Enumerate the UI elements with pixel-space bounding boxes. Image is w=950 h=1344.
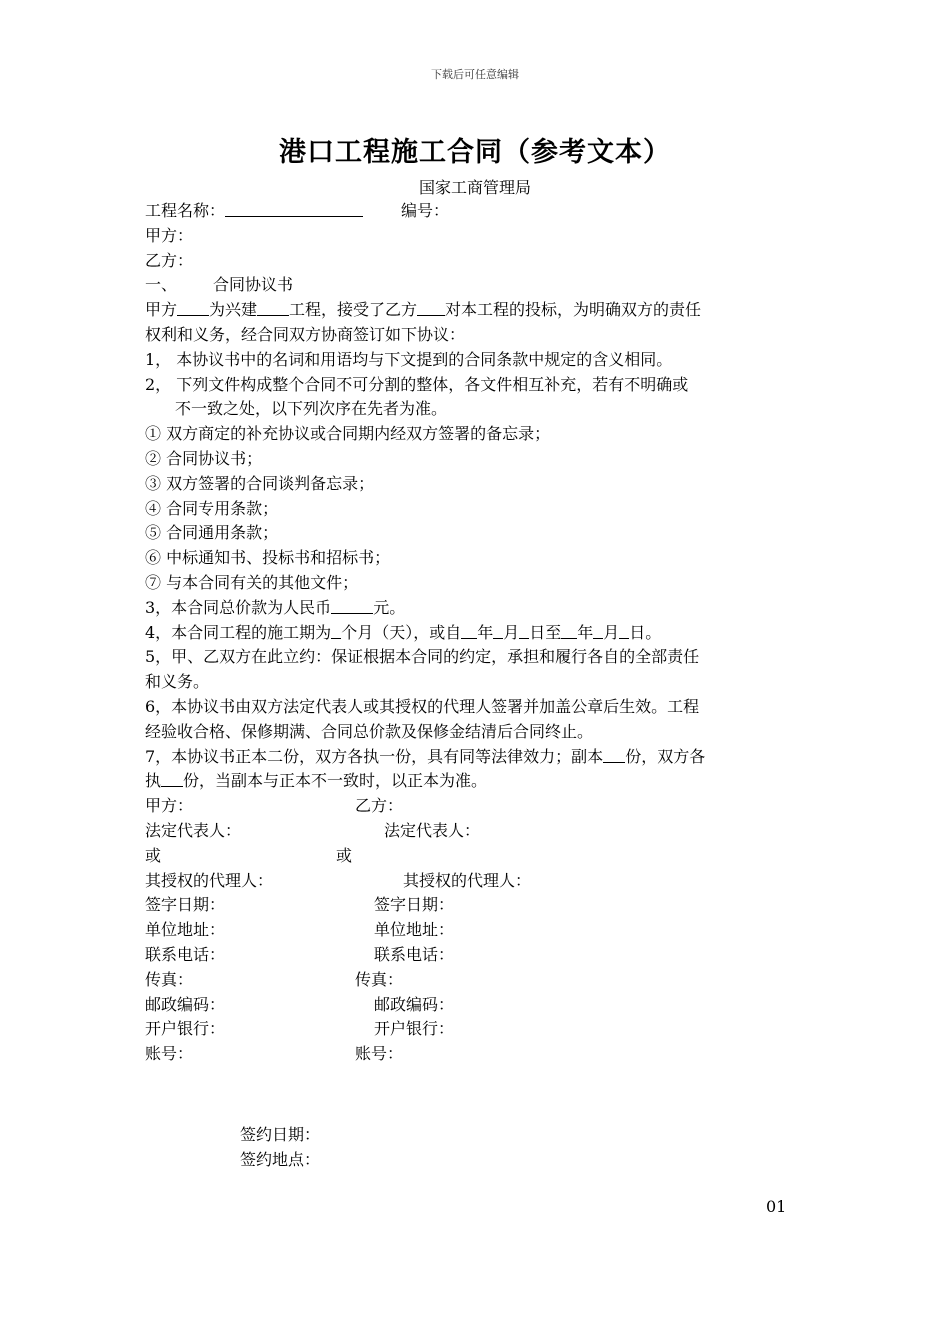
project-name-blank	[225, 200, 363, 217]
section-title: 合同协议书	[213, 275, 294, 295]
party-a-blank	[177, 299, 209, 316]
party-b-line: 乙方：	[145, 250, 194, 270]
document-list-item: ⑦ 与本合同有关的其他文件；	[145, 572, 359, 592]
section-number: 一、	[145, 275, 178, 295]
party-b-blank	[417, 299, 445, 316]
intro-line-1: 甲方 为兴建 工程，接受了乙方 对本工程的投标，为明确双方的责任	[145, 300, 702, 320]
sign-place-label: 签约地点：	[240, 1150, 321, 1169]
clause-7-line-1: 7，本协议书正本二份，双方各执一份，具有同等法律效力；副本 份，双方各	[145, 746, 706, 766]
page-number: 01	[766, 1197, 787, 1216]
document-list-item: ① 双方商定的补充协议或合同期内经双方签署的备忘录；	[145, 424, 551, 444]
clause-6-line-2: 经验收合格、保修期满、合同总价款及保修金结清后合同终止。	[145, 721, 594, 741]
header-note: 下载后可任意编辑	[431, 68, 519, 81]
clause-1: 1， 本协议书中的名词和用语均与下文提到的合同条款中规定的含义相同。	[145, 349, 673, 369]
signature-row: 联系电话： 联系电话：	[145, 944, 455, 964]
clause-2-line-1: 2， 下列文件构成整个合同不可分割的整体，各文件相互补充，若有不明确或	[145, 374, 689, 394]
document-list-item: ⑥ 中标通知书、投标书和招标书；	[145, 548, 391, 568]
signature-row: 其授权的代理人： 其授权的代理人：	[145, 870, 532, 890]
document-title: 港口工程施工合同（参考文本）	[279, 137, 671, 168]
intro-line-2: 权利和义务，经合同双方协商签订如下协议：	[145, 324, 466, 344]
document-list-item: ② 合同协议书；	[145, 448, 263, 468]
signature-row: 开户银行： 开户银行：	[145, 1019, 455, 1039]
document-list-item: ④ 合同专用条款；	[145, 498, 279, 518]
signature-row: 账号： 账号：	[145, 1044, 404, 1064]
signature-row: 法定代表人： 法定代表人：	[145, 820, 481, 840]
clause-6-line-1: 6，本协议书由双方法定代表人或其授权的代理人签署并加盖公章后生效。工程	[145, 696, 700, 716]
clause-4: 4，本合同工程的施工期为 个月（天），或自 年 月 日至 年 月 日。	[145, 622, 662, 642]
signature-row: 单位地址： 单位地址：	[145, 920, 455, 940]
clause-2-line-2: 不一致之处，以下列次序在先者为准。	[175, 399, 448, 419]
signature-row: 传真： 传真：	[145, 969, 404, 989]
clause-7-line-2: 执 份，当副本与正本不一致时，以正本为准。	[145, 771, 488, 791]
serial-label: 编号：	[401, 201, 450, 220]
signature-row: 签字日期： 签字日期：	[145, 895, 455, 915]
sign-date-label: 签约日期：	[240, 1125, 321, 1144]
signature-row: 或 或	[145, 845, 353, 865]
clause-5-line-2: 和义务。	[145, 672, 210, 692]
document-list-item: ③ 双方签署的合同谈判备忘录；	[145, 473, 375, 493]
project-name-line	[145, 199, 810, 224]
document-subtitle: 国家工商管理局	[418, 178, 531, 197]
signature-row: 邮政编码： 邮政编码：	[145, 994, 455, 1014]
party-a-line: 甲方：	[145, 225, 194, 245]
clause-3: 3，本合同总价款为人民币 元。	[145, 597, 406, 617]
clause-5-line-1: 5，甲、乙双方在此立约：保证根据本合同的约定，承担和履行各自的全部责任	[145, 647, 700, 667]
project-blank	[257, 299, 289, 316]
price-blank	[331, 597, 373, 614]
document-list-item: ⑤ 合同通用条款；	[145, 523, 279, 543]
signature-row: 甲方： 乙方：	[145, 796, 404, 816]
document-body	[145, 199, 810, 1067]
project-name-label: 工程名称：	[145, 201, 226, 220]
section-heading	[145, 273, 810, 298]
